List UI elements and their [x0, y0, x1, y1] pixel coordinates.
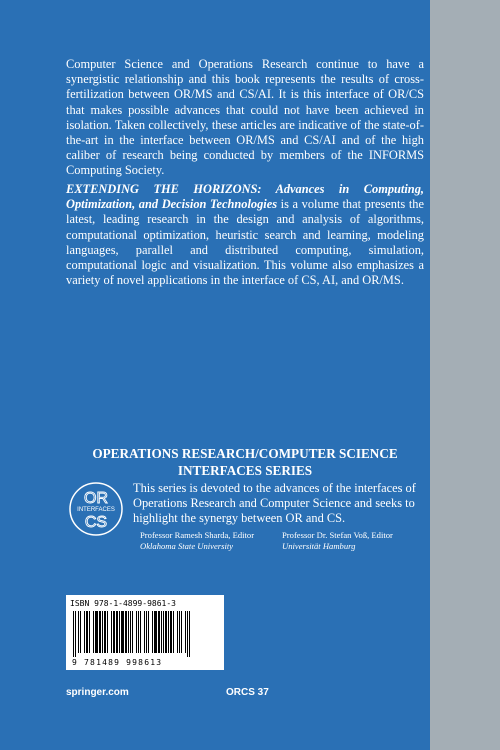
barcode-bar: [84, 611, 85, 653]
barcode-bar: [154, 611, 157, 653]
barcode-bar: [75, 611, 76, 657]
series-title-line-2: INTERFACES SERIES: [177, 463, 313, 478]
barcode-bar: [179, 611, 180, 653]
isbn-text: ISBN 978-1-4899-9861-3: [70, 599, 176, 608]
barcode-bar: [165, 611, 167, 653]
editor-2: [282, 530, 393, 551]
barcode-box: [66, 595, 224, 670]
barcode-bar: [93, 611, 94, 653]
barcode-bar: [138, 611, 139, 653]
barcode-bar: [113, 611, 115, 653]
barcode-bar: [80, 611, 81, 653]
barcode-bar: [86, 611, 88, 653]
editor-2-name: Professor Dr. Stefan Voß, Editor: [282, 530, 393, 540]
logo-text-or: OR: [84, 490, 108, 507]
series-title-line-1: OPERATIONS RESEARCH/COMPUTER SCIENCE: [92, 446, 398, 461]
book-title-lead: EXTENDING THE HORIZONS: Advances in Computing, Optimization, and Decision Technologies: [66, 182, 424, 212]
barcode-bar: [107, 611, 108, 653]
publisher-website: springer.com: [66, 687, 129, 698]
barcode-bar: [102, 611, 103, 653]
barcode-bar: [73, 611, 74, 657]
barcode-bar: [161, 611, 162, 653]
series-description: This series is devoted to the advances of the interfaces of Operations Research and Computer Science and seeks to highlight the synergy between OR and CS.: [133, 481, 416, 526]
series-title: [66, 445, 424, 479]
barcode-bar: [95, 611, 98, 653]
barcode-bar: [125, 611, 127, 653]
barcode-bar: [189, 611, 190, 657]
description-paragraph-2: [66, 182, 424, 288]
series-number: ORCS 37: [226, 687, 269, 698]
barcode-bar: [132, 611, 133, 653]
barcode-bar: [116, 611, 118, 653]
barcode-bar: [140, 611, 141, 653]
barcode-bar: [78, 611, 79, 653]
barcode-bar: [185, 611, 186, 653]
barcode-bar: [99, 611, 101, 653]
barcode-icon: [70, 611, 220, 657]
paragraph-2-text: is a volume that presents the latest, leading research in the design and analysis of algorithms, computational optimization, heuristic search and learning, modeling languages, parallel and distributed computing, simulation, computational logic and visualization. This volume also emphasizes a variety of novel applications in the interface of CS, AI, and OR/MS.: [66, 197, 424, 288]
barcode-bar: [168, 611, 169, 653]
barcode-bar: [187, 611, 188, 657]
orcs-interfaces-logo-icon: [68, 481, 124, 537]
barcode-bar: [163, 611, 164, 653]
logo-text-cs: CS: [84, 514, 108, 531]
barcode-bar: [146, 611, 147, 653]
description-paragraph-1: Computer Science and Operations Research continue to have a synergistic relationship and this book represents the results of cross-fertilization between OR/MS and CS/AI. It is this interface of OR/CS that makes possible advances that could not have been achieved in isolation. Taken collectively, these articles are indicative of the state-of-the-art in the interface between OR/MS and CS/AI and of the high caliber of research being conducted by members of the INFORMS Computing Society.: [66, 57, 424, 178]
editor-2-affiliation: Universität Hamburg: [282, 540, 356, 551]
barcode-bar: [89, 611, 90, 653]
barcode-bar: [130, 611, 131, 653]
barcode-bar: [158, 611, 160, 653]
barcode-bar: [173, 611, 174, 653]
spine-strip: [430, 0, 500, 750]
barcode-bar: [119, 611, 120, 653]
barcode-bar: [177, 611, 178, 653]
barcode-number: 9 781489 998613: [72, 658, 163, 667]
barcode-bar: [170, 611, 172, 653]
editor-1-affiliation: Oklahoma State University: [140, 540, 234, 551]
barcode-bar: [121, 611, 124, 653]
barcode-bar: [181, 611, 182, 653]
logo-text-interfaces: INTERFACES: [77, 507, 115, 513]
editor-1-name: Professor Ramesh Sharda, Editor: [140, 530, 255, 540]
barcode-bar: [144, 611, 145, 653]
barcode-bar: [104, 611, 106, 653]
barcode-bar: [136, 611, 137, 653]
barcode-bar: [152, 611, 153, 653]
editor-1: [140, 530, 254, 551]
barcode-bar: [148, 611, 149, 653]
barcode-bar: [111, 611, 112, 653]
barcode-bar: [128, 611, 129, 653]
